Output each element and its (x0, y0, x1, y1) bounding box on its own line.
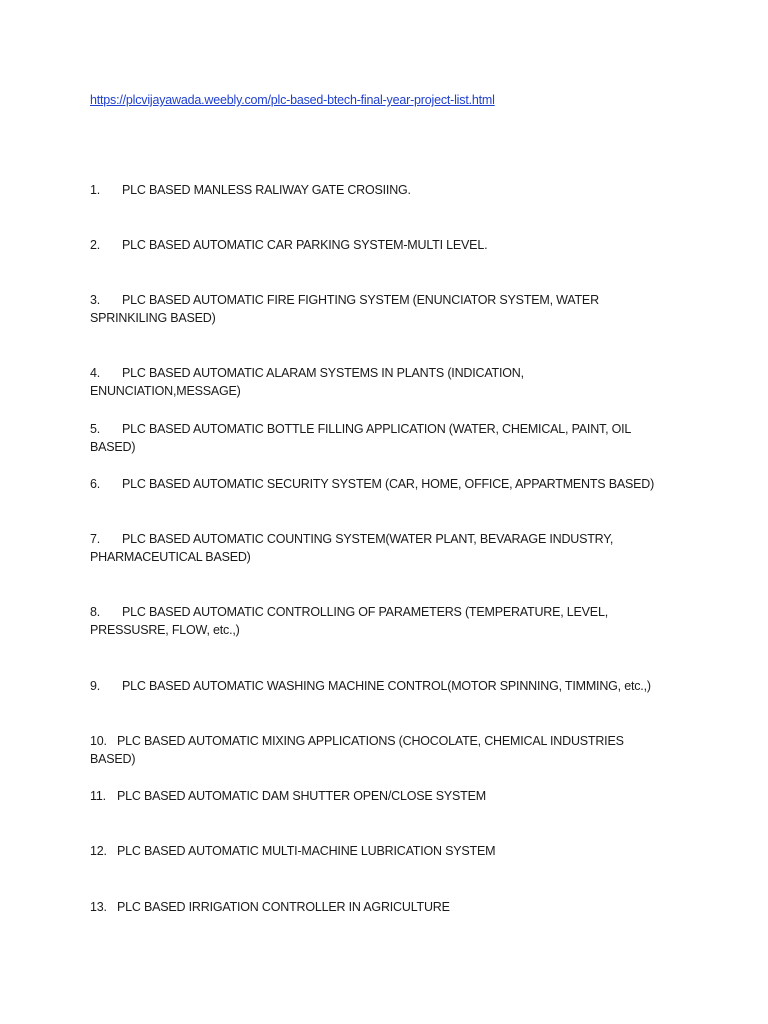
item-text: PLC BASED IRRIGATION CONTROLLER IN AGRICULTURE (117, 900, 450, 914)
item-text: PLC BASED AUTOMATIC ALARAM SYSTEMS IN PLANTS (INDICATION, ENUNCIATION,MESSAGE) (90, 366, 524, 398)
item-text: PLC BASED MANLESS RALIWAY GATE CROSIING. (122, 183, 411, 197)
item-number: 1. (90, 183, 101, 197)
item-number: 12. (90, 844, 107, 858)
item-number: 13. (90, 900, 107, 914)
list-item (90, 236, 660, 254)
project-list-link[interactable]: https://plcvijayawada.weebly.com/plc-based-btech-final-year-project-list.html (90, 93, 495, 107)
item-number: 8. (90, 605, 101, 619)
item-number: 9. (90, 679, 101, 693)
list-item (90, 898, 660, 916)
item-number: 3. (90, 293, 101, 307)
list-item (90, 364, 660, 400)
item-number: 2. (90, 238, 101, 252)
item-text: PLC BASED AUTOMATIC FIRE FIGHTING SYSTEM (ENUNCIATOR SYSTEM, WATER SPRINKILING BASED) (90, 293, 599, 325)
item-text: PLC BASED AUTOMATIC BOTTLE FILLING APPLICATION (WATER, CHEMICAL, PAINT, OIL BASED) (90, 422, 631, 454)
list-item (90, 530, 660, 566)
list-item (90, 677, 660, 695)
item-text: PLC BASED AUTOMATIC MIXING APPLICATIONS (CHOCOLATE, CHEMICAL INDUSTRIES BASED) (90, 734, 624, 766)
item-number: 4. (90, 366, 101, 380)
item-number: 7. (90, 532, 101, 546)
item-number: 5. (90, 422, 101, 436)
list-item (90, 732, 660, 768)
list-item (90, 181, 660, 199)
item-number: 10. (90, 734, 107, 748)
list-item (90, 291, 660, 327)
item-number: 11. (90, 789, 106, 803)
list-item (90, 475, 660, 493)
item-text: PLC BASED AUTOMATIC DAM SHUTTER OPEN/CLOSE SYSTEM (117, 789, 486, 803)
list-item (90, 420, 660, 456)
list-item (90, 842, 660, 860)
list-item (90, 603, 660, 639)
item-text: PLC BASED AUTOMATIC COUNTING SYSTEM(WATER PLANT, BEVARAGE INDUSTRY, PHARMACEUTICAL BASED) (90, 532, 614, 564)
item-text: PLC BASED AUTOMATIC CAR PARKING SYSTEM-MULTI LEVEL. (122, 238, 488, 252)
item-text: PLC BASED AUTOMATIC MULTI-MACHINE LUBRICATION SYSTEM (117, 844, 496, 858)
list-item (90, 787, 660, 805)
item-number: 6. (90, 477, 101, 491)
item-text: PLC BASED AUTOMATIC SECURITY SYSTEM (CAR, HOME, OFFICE, APPARTMENTS BASED) (122, 477, 655, 491)
item-text: PLC BASED AUTOMATIC WASHING MACHINE CONTROL(MOTOR SPINNING, TIMMING, etc.,) (122, 679, 651, 693)
item-text: PLC BASED AUTOMATIC CONTROLLING OF PARAMETERS (TEMPERATURE, LEVEL, PRESSUSRE, FLOW, etc.,) (90, 605, 608, 637)
